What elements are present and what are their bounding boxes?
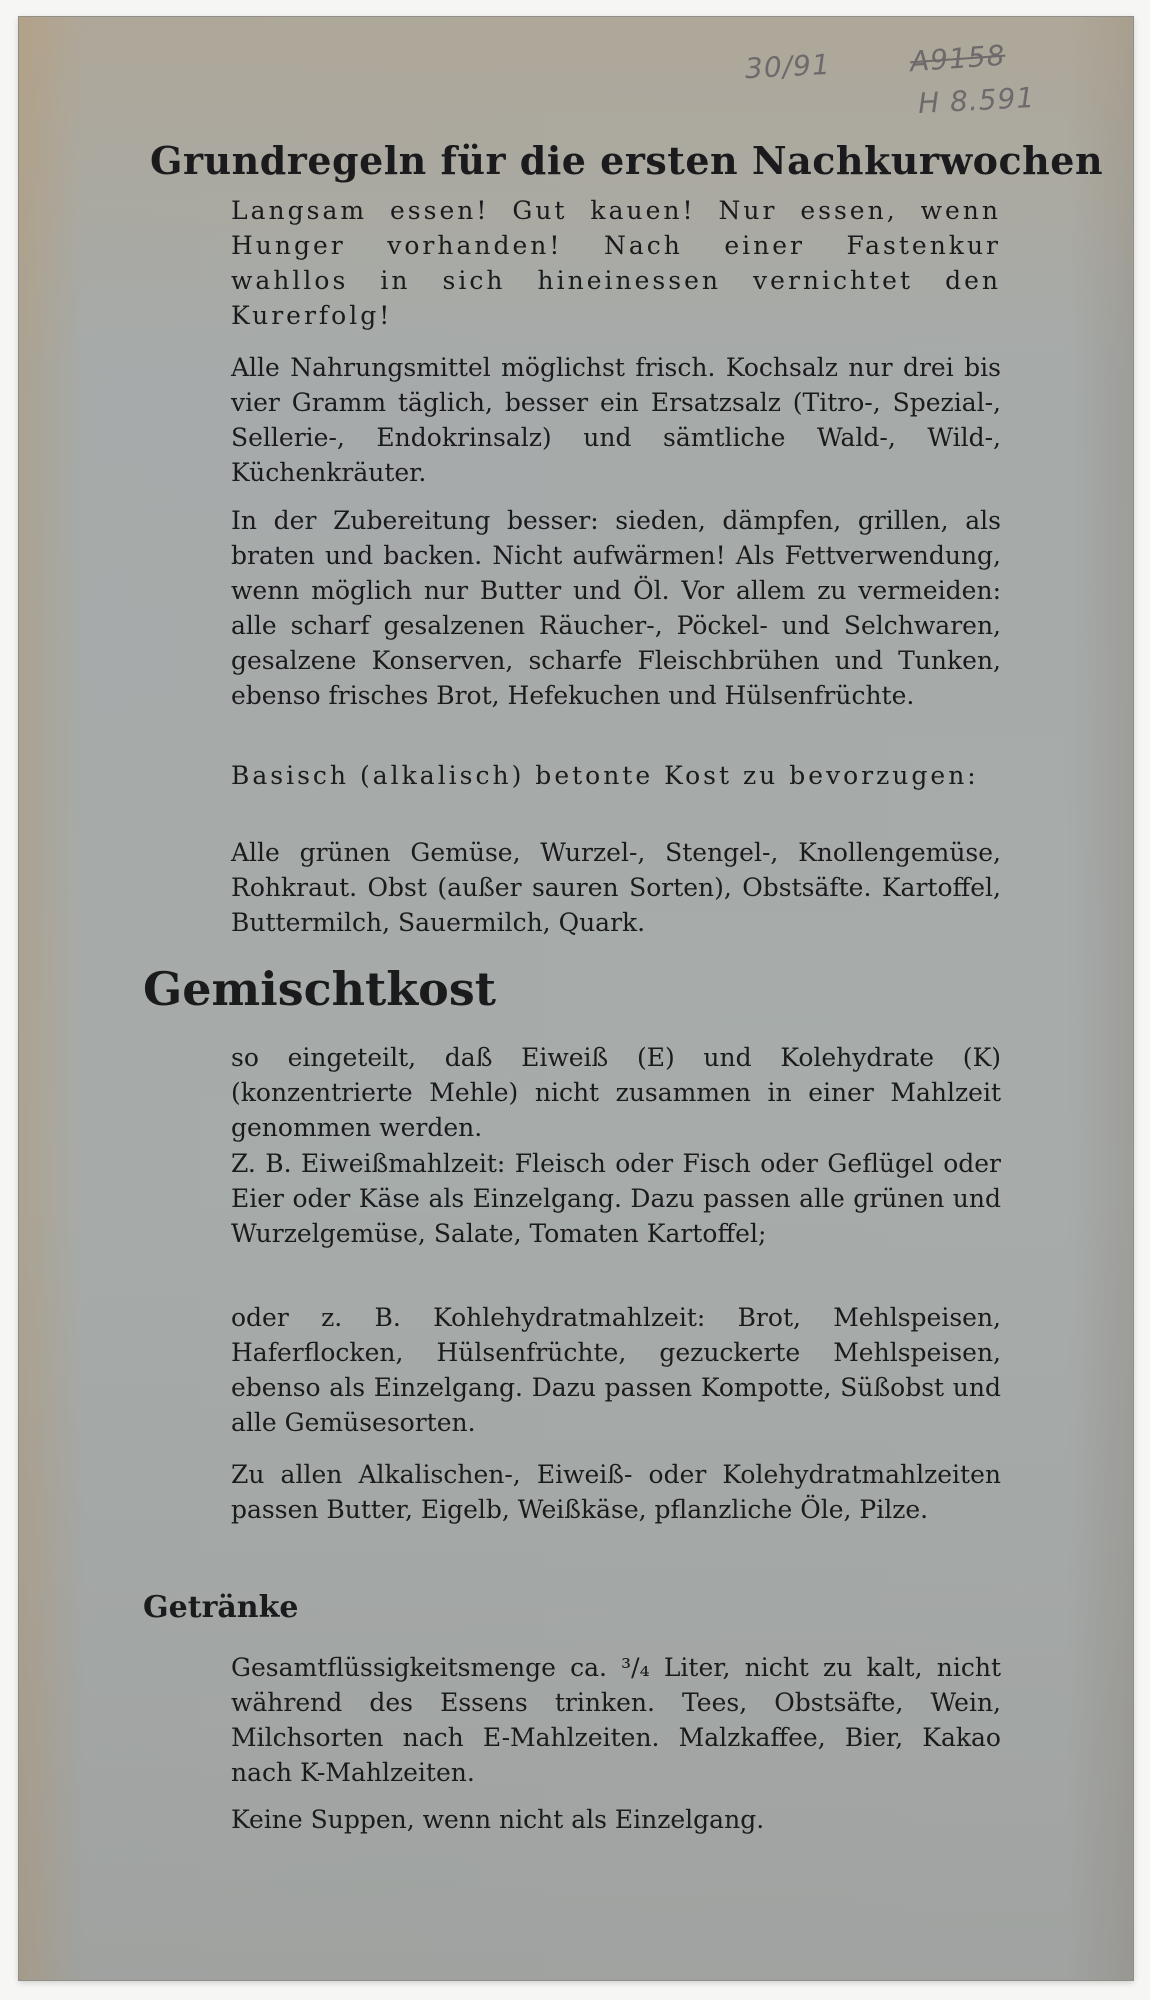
section2-paragraph-2: Z. B. Eiweißmahlzeit: Fleisch oder Fisch oder Geflügel oder Eier oder Käse als Einzelgang. Dazu passen alle grünen und Wurzelgemüse, Salate, Tomaten Kartoffel;: [231, 1149, 1001, 1248]
section1-paragraph-4: Basisch (alkalisch) betonte Kost zu bevorzugen:: [231, 761, 979, 790]
section1-paragraph-3: In der Zubereitung besser: sieden, dämpfen, grillen, als braten und backen. Nicht aufwärmen! Als Fettverwendung, wenn möglich nur Butter und Öl. Vor allem zu vermeiden: alle scharf gesalzenen Räucher-, Pöckel- und Selchwaren, gesalzene Konserven, scharfe Fleischbrühen und Tunken, ebenso frisches Brot, Hefekuchen und Hülsenfrüchte.: [231, 506, 1001, 710]
section2-paragraph-4: Zu allen Alkalischen-, Eiweiß- oder Kolehydratmahlzeiten passen Butter, Eigelb, Weißkäse, pflanzliche Öle, Pilze.: [231, 1460, 1001, 1524]
section1-paragraph-2: Alle Nahrungsmittel möglichst frisch. Kochsalz nur drei bis vier Gramm täglich, besser ein Ersatzsalz (Titro-, Spezial-, Sellerie-, Endokrinsalz) und sämtliche Wald-, Wild-, Küchenkräuter.: [231, 353, 1001, 487]
section3-paragraph-2: Keine Suppen, wenn nicht als Einzelgang.: [231, 1805, 765, 1834]
section3-paragraph-1: Gesamtflüssigkeitsmenge ca. ³/₄ Liter, nicht zu kalt, nicht während des Essens trinken. Tees, Obstsäfte, Wein, Milchsorten nach E-Mahlzeiten. Malzkaffee, Bier, Kakao nach K-Mahlzeiten.: [231, 1653, 1001, 1787]
section2-paragraph-3: oder z. B. Kohlehydratmahlzeit: Brot, Mehlspeisen, Haferflocken, Hülsenfrüchte, gezuckerte Mehlspeisen, ebenso als Einzelgang. Dazu passen Kompotte, Süßobst und alle Gemüsesorten.: [231, 1303, 1001, 1437]
shelf-number-annotation: H 8.591: [917, 80, 1036, 121]
section1-paragraph-1: Langsam essen! Gut kauen! Nur essen, wenn Hunger vorhanden! Nach einer Fastenkur wahllos in sich hineinessen vernichtet den Kurerfolg!: [231, 196, 1001, 330]
section-heading-getraenke: Getränke: [143, 1590, 299, 1625]
document-title: Grundregeln für die ersten Nachkurwochen: [150, 138, 1104, 183]
crossed-number-annotation: A9158: [908, 38, 1007, 79]
archive-number-annotation: 30/91: [744, 47, 832, 86]
section2-paragraph-1: so eingeteilt, daß Eiweiß (E) und Kolehydrate (K) (konzentrierte Mehle) nicht zusammen in einer Mahlzeit genommen werden.: [231, 1043, 1001, 1142]
section1-paragraph-5: Alle grünen Gemüse, Wurzel-, Stengel-, Knollengemüse, Rohkraut. Obst (außer sauren Sorten), Obstsäfte. Kartoffel, Buttermilch, Sauermilch, Quark.: [231, 838, 1001, 937]
section-heading-gemischtkost: Gemischtkost: [143, 962, 496, 1016]
